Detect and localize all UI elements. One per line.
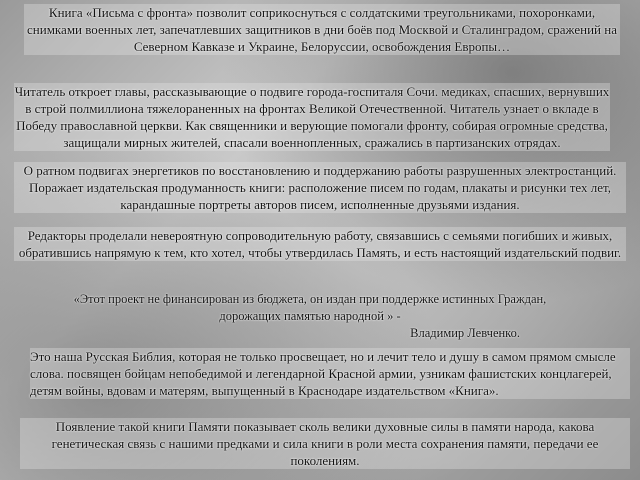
- paragraph-book-intro: Книга «Письма с фронта» позволит соприкоснуться с солдатскими треугольниками, похоронками, снимками военных лет, запечатлевших защитников в дни боёв под Москвой и Сталинградом, сражений на Северном Кавказе и Украине, Белоруссии, освобождения Европы…: [24, 4, 620, 55]
- paragraph-editors: Редакторы проделали невероятную сопроводительную работу, связавшись с семьями погибших и живых, обратившись напрямую к тем, кто хотел, чтобы утвердилась Память, и есть настоящий издательский подвиг.: [14, 227, 626, 261]
- paragraph-energy-workers: О ратном подвигах энергетиков по восстановлению и поддержанию работы разрушенных электростанций. Поражает издательская продуманность книги: расположение писем по годам, плакаты и рисунки тех лет, карандашные портреты авторов писем, исполненные друзьями издания.: [14, 162, 626, 213]
- quote-text: «Этот проект не финансирован из бюджета, он издан при поддержке истинных Граждан, дорожащих памятью народной » -: [73, 292, 547, 323]
- paragraph-memory-power: Появление такой книги Памяти показывает сколь велики духовные силы в памяти народа, какова генетическая связь с нашими предками и сила книги в роли места сохранения памяти, передачи ее поколениям.: [20, 418, 630, 469]
- quote-author: Владимир Левченко.: [410, 326, 520, 340]
- paragraph-russian-bible: Это наша Русская Библия, которая не только просвещает, но и лечит тело и душу в самом прямом смысле слова. посвящен бойцам непобедимой и легендарной Красной армии, узникам фашистских концлагерей, детям войны, вдовам и матерям, выпущенный в Краснодаре издательством «Книга».: [30, 348, 630, 399]
- quote-block: [60, 291, 560, 342]
- paragraph-chapters: Читатель откроет главы, рассказывающие о подвиге города-госпиталя Сочи. медиках, спасших, вернувших в строй полмиллиона тяжелораненных на фронтах Великой Отечественной. Читатель узнает о вкладе в Победу православной церкви. Как священники и верующие помогали фронту, собирая огромные средства, защищали мирных жителей, спасали военнопленных, сражались в партизанских отрядах.: [14, 84, 610, 150]
